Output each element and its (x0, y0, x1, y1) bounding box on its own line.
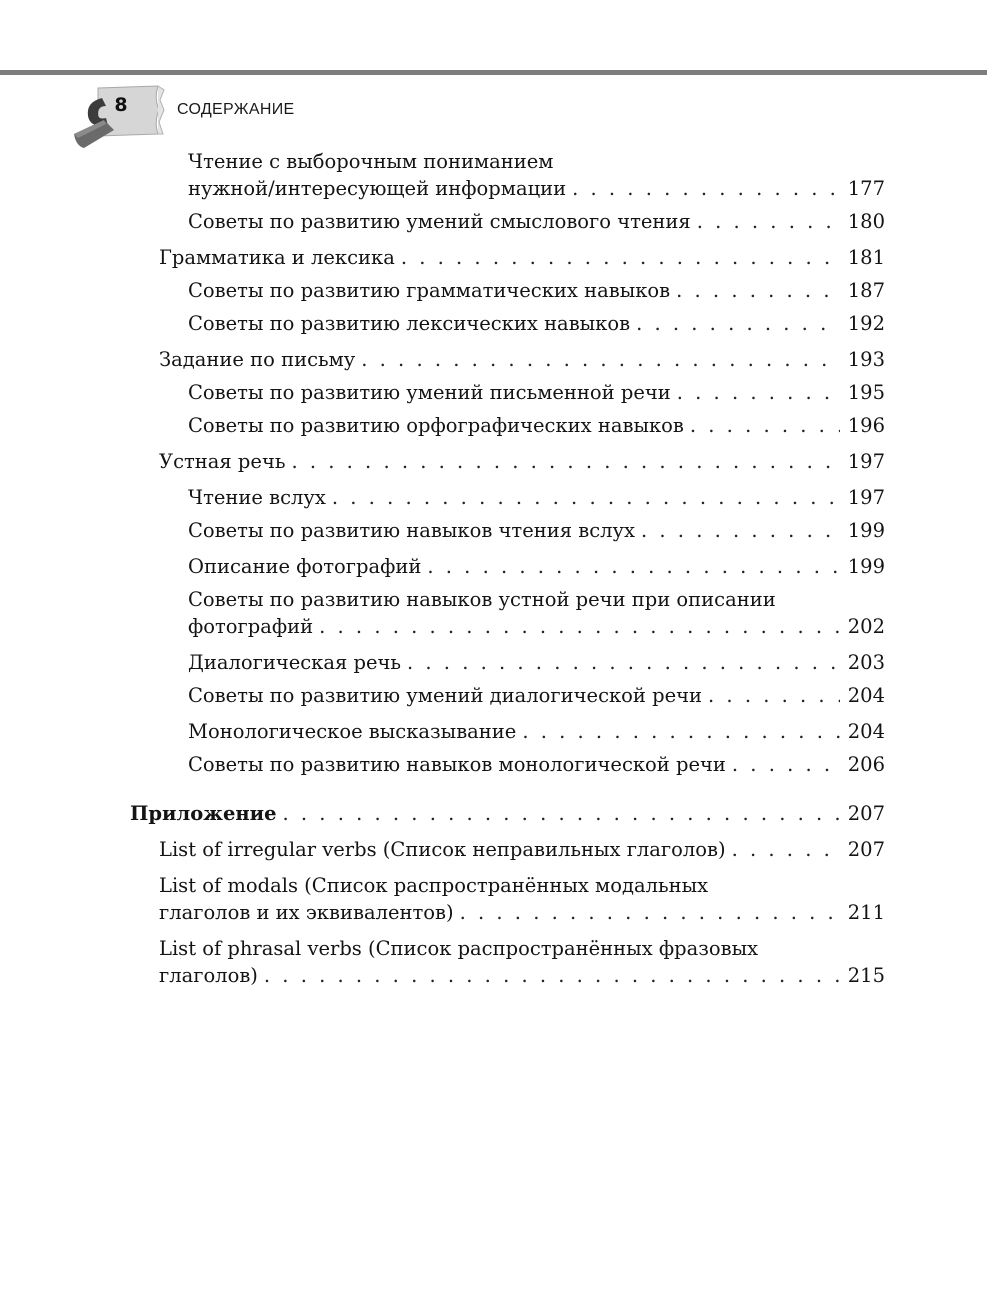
dot-leader (636, 310, 840, 337)
toc-entry (188, 649, 885, 676)
dot-leader (332, 484, 840, 511)
toc-page-number: 192 (847, 312, 885, 335)
dot-leader (708, 682, 840, 709)
dot-leader (572, 175, 840, 202)
toc-page-number: 204 (847, 684, 885, 707)
toc-page-number: 206 (847, 753, 885, 776)
toc-entry-title: Советы по развитию грамматических навыков (188, 279, 671, 302)
toc-page-number: 196 (847, 414, 885, 437)
dot-leader (697, 208, 840, 235)
dot-leader (264, 962, 840, 989)
toc-page-number: 211 (847, 901, 885, 924)
page-badge-icon (68, 76, 168, 156)
dot-leader (361, 346, 840, 373)
toc-entry (188, 682, 885, 709)
toc-page-number: 199 (847, 519, 885, 542)
toc-entry-title: Советы по развитию орфографических навыков (188, 414, 684, 437)
toc-entry (159, 244, 885, 271)
toc-entry-title-line: Советы по развитию навыков устной речи при описании (188, 588, 776, 611)
toc-entry (188, 484, 885, 511)
toc-entry (188, 586, 885, 640)
toc-entry-title: Советы по развитию навыков чтения вслух (188, 519, 635, 542)
toc-entry-title: глаголов и их эквивалентов) (159, 901, 454, 924)
toc-entry (159, 872, 885, 926)
toc-page-number: 197 (847, 486, 885, 509)
toc-entry-title: Советы по развитию умений письменной речи (188, 381, 671, 404)
toc-entry (188, 310, 885, 337)
toc-entry-title-line: Чтение с выборочным пониманием (188, 150, 554, 173)
toc-entry (188, 517, 885, 544)
toc-entry-title: Приложение (130, 802, 277, 825)
toc-entry (159, 935, 885, 989)
toc-entry (188, 718, 885, 745)
toc-page-number: 193 (847, 348, 885, 371)
toc-page-number: 203 (847, 651, 885, 674)
toc-entry (159, 448, 885, 475)
toc-entry-title: Задание по письму (159, 348, 356, 371)
toc-entry-title: Советы по развитию умений смыслового чтения (188, 210, 691, 233)
toc-entry-title: фотографий (188, 615, 314, 638)
dot-leader (677, 379, 840, 406)
dot-leader (427, 553, 839, 580)
dot-leader (732, 751, 840, 778)
toc-entry-title: Советы по развитию умений диалогической речи (188, 684, 703, 707)
page-number: 8 (114, 94, 128, 116)
toc-page-number: 197 (847, 450, 885, 473)
toc-entry-title: Монологическое высказывание (188, 720, 517, 743)
toc-entry-title: Советы по развитию навыков монологической речи (188, 753, 726, 776)
toc-page-number: 207 (847, 802, 885, 825)
toc-page-number: 207 (847, 838, 885, 861)
toc-entry-title: глаголов) (159, 964, 258, 987)
toc-entry (159, 346, 885, 373)
top-rule (0, 70, 987, 75)
toc-entry-title: Устная речь (159, 450, 286, 473)
dot-leader (732, 836, 840, 863)
toc-entry-title: нужной/интересующей информации (188, 177, 567, 200)
toc-entry (188, 379, 885, 406)
toc-entry (188, 751, 885, 778)
toc-page-number: 180 (847, 210, 885, 233)
toc-entry (188, 148, 885, 202)
dot-leader (283, 800, 840, 827)
toc-entry (130, 800, 885, 827)
toc-entry-title: Советы по развитию лексических навыков (188, 312, 631, 335)
toc-entry (188, 208, 885, 235)
toc-entry-title: Грамматика и лексика (159, 246, 395, 269)
toc-page-number: 204 (847, 720, 885, 743)
toc-page-number: 187 (847, 279, 885, 302)
toc-entry-title: Диалогическая речь (188, 651, 402, 674)
dot-leader (401, 244, 840, 271)
toc-entry-title-line: List of phrasal verbs (Список распространённых фразовых (159, 937, 759, 960)
toc-entry (188, 277, 885, 304)
dot-leader (319, 613, 840, 640)
dot-leader (460, 899, 840, 926)
dot-leader (522, 718, 839, 745)
dot-leader (676, 277, 840, 304)
toc-entry (159, 836, 885, 863)
toc-entry-title: Чтение вслух (188, 486, 326, 509)
toc-entry (188, 412, 885, 439)
toc-entry (188, 553, 885, 580)
toc-page-number: 177 (847, 177, 885, 200)
section-title: СОДЕРЖАНИЕ (177, 101, 295, 118)
dot-leader (291, 448, 839, 475)
toc-entry-title-line: List of modals (Список распространённых модальных (159, 874, 709, 897)
toc-page-number: 215 (847, 964, 885, 987)
toc-page-number: 181 (847, 246, 885, 269)
toc-page-number: 195 (847, 381, 885, 404)
toc-entry-title: Описание фотографий (188, 555, 422, 578)
toc-entry-title: List of irregular verbs (Список неправильных глаголов) (159, 838, 726, 861)
dot-leader (690, 412, 840, 439)
toc-page-number: 199 (847, 555, 885, 578)
dot-leader (407, 649, 840, 676)
toc-page-number: 202 (847, 615, 885, 638)
dot-leader (641, 517, 840, 544)
